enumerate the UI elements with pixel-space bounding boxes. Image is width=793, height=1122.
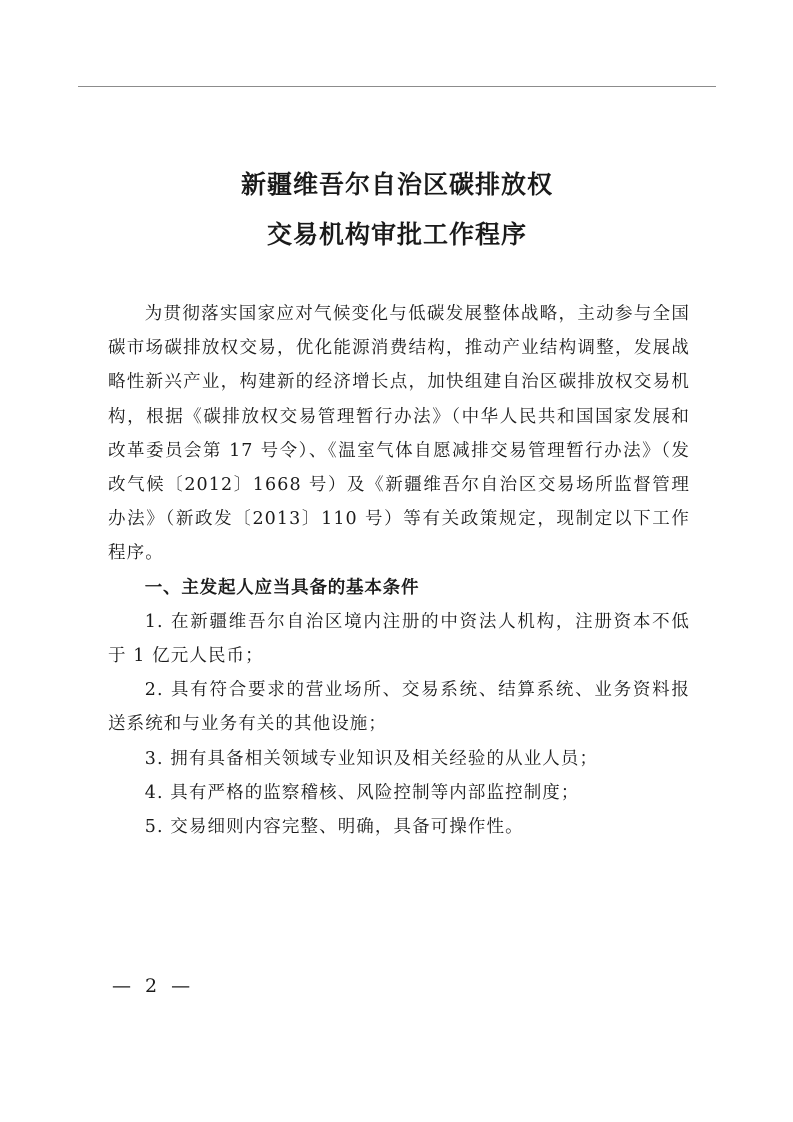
document-body (108, 297, 690, 844)
condition-item-1: 1. 在新疆维吾尔自治区境内注册的中资法人机构，注册资本不低于 1 亿元人民币； (108, 611, 690, 667)
condition-item-5: 5. 交易细则内容完整、明确，具备可操作性。 (144, 817, 524, 838)
condition-item-3: 3. 拥有具备相关领域专业知识及相关经验的从业人员； (144, 748, 599, 769)
section-heading-1: 一、主发起人应当具备的基本条件 (144, 577, 420, 598)
condition-item-2: 2. 具有符合要求的营业场所、交易系统、结算系统、业务资料报送系统和与业务有关的其他设施； (108, 680, 690, 735)
intro-paragraph: 为贯彻落实国家应对气候变化与低碳发展整体战略，主动参与全国碳市场碳排放权交易，优化能源消费结构，推动产业结构调整，发展战略性新兴产业，构建新的经济增长点，加快组建自治区碳排放权交易机构，根据《碳排放权交易管理暂行办法》（中华人民共和国国家发展和改革委员会第 17 号令）、《温室气体自愿减排交易管理暂行办法》（发改气候〔2012〕1668 号）及《新疆维吾尔自治区交易场所监督管理办法》（新政发〔2013〕110 号）等有关政策规定，现制定以下工作程序。 (108, 304, 690, 564)
document-title-line-1: 新疆维吾尔自治区碳排放权 (240, 170, 553, 199)
condition-item-4: 4. 具有严格的监察稽核、风险控制等内部监控制度； (144, 782, 580, 803)
document-title-line-2: 交易机构审批工作程序 (266, 220, 527, 249)
header-rule (78, 86, 716, 87)
page-number: — 2 — (112, 975, 195, 997)
